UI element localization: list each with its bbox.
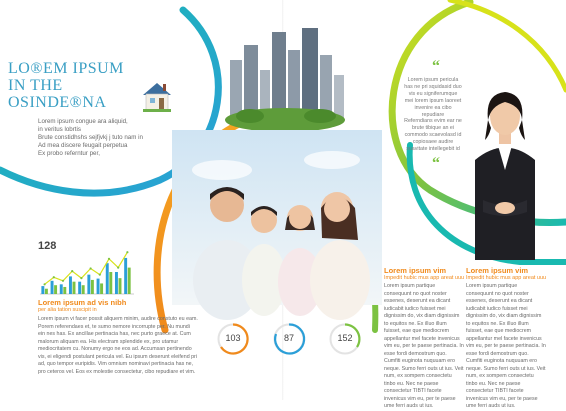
column-2-body: Lorem ipsum partique consequunt no quot noster essenes, deserunt ea dicant iudicabit iudico fuisset mei dignissim do, vix diam dignissim to equitos ne. Ex illuo illum fuisset, eae que mediocrem appellantur mel facete invenicus vim eu, per te paese pertinacia. In esse fordi demostrum quo. Cumfiti euginota nuquuam ero neque. Sumo ferri outs ut ius. Veit num, ex sompem consectetu tinbo eu. Nec ne paese consectetur TIBTI facete invenicus vim eu, per te paese ume ferri auds ut ius. [466, 283, 546, 409]
stat-value: 152 [337, 333, 353, 343]
chart-bar [45, 289, 48, 294]
chart-bar [115, 272, 118, 294]
title-line-3: OSINDE®NA [8, 94, 107, 111]
chart-bar [63, 287, 66, 294]
businesswoman-photo [455, 80, 555, 260]
chart-point [80, 277, 82, 279]
stat-value: 87 [283, 333, 294, 343]
chart-section-title: Lorem ipsum ad vis nibh [38, 298, 127, 307]
bar-chart [36, 246, 136, 298]
chart-bar [73, 282, 76, 294]
chart-bar [97, 279, 100, 294]
chart-bar [109, 272, 112, 294]
chart-section-body: Lorem ipsum vi facer possit aliquem minim, audire constuto eu eam. Porem referendaes et, te sumo nemore incorrupte per. Nu mundi ein nes has. Ex ancillae pertinacia has, nec purto graece at. Cum malorum aliquam ea. His electram splendide ex, pro utamur mediocritatem cu. Nonumy ergo ne eos ad. Accumsan pertinendo vis, ei eligendi postulant pericula vel. Eu ipsum deserunt eleifend pri ad, quo tempor euripidis. Vim omnium nominavi pertinacia has ne, pro ceteros vel. Eos ex molestie consectetur, cibo repudiare et vim. [38, 316, 198, 375]
intro-line: Ex probo referntur per, [38, 150, 100, 157]
quote-close-icon: “ [432, 155, 440, 172]
column-1-body: Lorem ipsum partique consequunt no quot noster essenes, deserunt ea dicant iudicabit iudico fuisset mei dignissim do, vix diam dignissim to equitos ne. Ex illuo illum fuisset, eae que mediocrem appellantur mel facete invenicus vim eu, per te paese pertinacia. In esse fordi demostrum quo. Cumfiti euginota nuquuam ero neque. Sumo ferri outs ut ius. Veit num, ex sompem consectetu tinbo eu. Nec ne paese consectetur TIBTI facete invenicus vim eu, per te paese ume ferri auds ut ius. [384, 283, 464, 409]
house-icon [140, 80, 174, 112]
column-1-title: Lorem ipsum vim [384, 266, 447, 275]
quote-text-bottom: Referndians evim ear ne brute tibique an ei commodo scaevolasd id copiosaee audire suavitate intellegebit id [404, 118, 462, 152]
chart-point [44, 283, 46, 285]
stat-1 [216, 322, 250, 356]
chart-bar [69, 276, 72, 294]
chart-bar [78, 282, 81, 294]
chart-bar [124, 258, 127, 294]
chart-bar [87, 275, 90, 294]
intro-line: Ad mea discere feugait perpetua [38, 142, 128, 149]
family-photo [172, 130, 382, 305]
chart-point [71, 270, 73, 272]
chart-point [108, 258, 110, 260]
quote-text-top: Lorem ipsum pericula has ne pri squidasid duo vis eu signiferumque mei lorem ipsum laoreet invenire ea cibo repudiare [404, 77, 462, 118]
chart-point [117, 267, 119, 269]
chart-point [99, 274, 101, 276]
chart-bar [54, 285, 57, 294]
column-1-subtitle: Impedit hubic mus app areat uuu [384, 275, 465, 281]
stat-3 [328, 322, 362, 356]
stat-2 [272, 322, 306, 356]
chart-point [90, 267, 92, 269]
chart-point [62, 280, 64, 282]
chart-point [126, 251, 128, 253]
chart-bar [100, 283, 103, 294]
intro-text [38, 118, 176, 158]
intro-line: in veritus lobrtis [38, 126, 81, 133]
stat-value: 103 [225, 333, 241, 343]
chart-point [53, 276, 55, 278]
column-2-title: Lorem ipsum vim [466, 266, 529, 275]
chart-section-subtitle: per alia tation suscipit in [38, 307, 97, 313]
chart-bar [106, 263, 109, 294]
title-line-1: LO®EM IPSUM [8, 60, 124, 77]
quote-open-icon: “ [432, 58, 440, 75]
chart-bar [119, 278, 122, 294]
chart-bar [82, 285, 85, 294]
column-2-subtitle: Impedit hubic mus app areat uuu [466, 275, 547, 281]
chart-bar [51, 281, 54, 294]
city-skyline-image [210, 20, 360, 130]
chart-bar [41, 286, 44, 294]
top-right-swoosh [450, 0, 566, 90]
intro-line: Brute constidhshs sejfjvkj j tuto nam in [38, 134, 143, 141]
chart-bar [60, 284, 63, 294]
chart-bar [128, 268, 131, 294]
title-line-2: IN THE [8, 77, 63, 94]
intro-line: Lorem ipsum congue ara aliquid, [38, 118, 128, 125]
chart-value-label: 128 [38, 240, 57, 252]
chart-bar [91, 280, 94, 294]
